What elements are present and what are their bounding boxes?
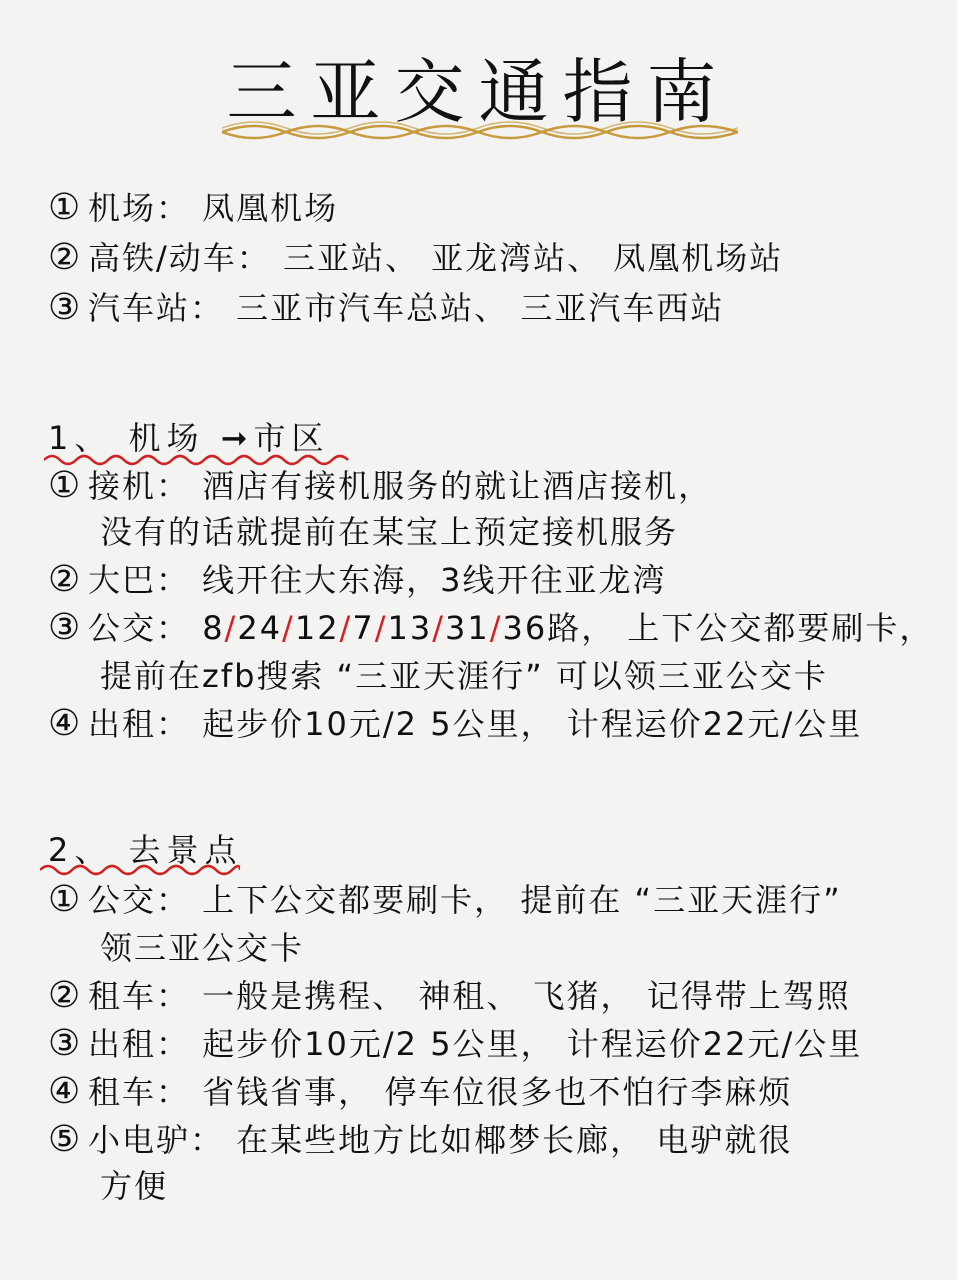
circled-number: ②: [48, 559, 83, 600]
circled-number: ③: [48, 287, 83, 328]
intro-item-bus-station: [48, 288, 724, 328]
section1-item-coach: [48, 560, 667, 600]
circled-number: ②: [48, 975, 83, 1016]
intro-text: 机场： 凤凰机场: [88, 189, 339, 227]
bus-route: 13: [387, 609, 433, 647]
item-text: 租车： 一般是携程、 神租、 飞猪， 记得带上驾照: [88, 977, 851, 1015]
circled-number: ④: [48, 1071, 83, 1112]
circled-number: ③: [48, 1023, 83, 1064]
circled-number: ①: [48, 187, 83, 228]
circled-number: ②: [48, 237, 83, 278]
intro-text: 汽车站： 三亚市汽车总站、 三亚汽车西站: [88, 289, 725, 327]
item-text: 大巴： 线开往大东海，3线开往亚龙湾: [88, 561, 667, 599]
intro-text: 高铁/动车： 三亚站、 亚龙湾站、 凤凰机场站: [88, 239, 784, 277]
bus-route: 31: [444, 609, 490, 647]
circled-number: ④: [48, 703, 83, 744]
section2-item-ebike-continued: 方便: [100, 1167, 169, 1205]
title-wave-decoration: [222, 118, 738, 158]
item-text: 出租： 起步价10元/2 5公里， 计程运价22元/公里: [88, 1025, 863, 1063]
circled-number: ①: [48, 465, 83, 506]
item-text: 接机： 酒店有接机服务的就让酒店接机，: [88, 467, 713, 505]
item-label: 公交：: [88, 609, 203, 647]
section2-item-car-rental-benefits: [48, 1072, 792, 1112]
page-title: 三亚交通指南: [226, 51, 731, 133]
section2-item-car-rental: [48, 976, 851, 1016]
circled-number: ⑤: [48, 1119, 83, 1160]
bus-route: 8: [202, 609, 225, 647]
section2-item-taxi: [48, 1024, 862, 1064]
route-separator: /: [282, 609, 295, 647]
section1-item-bus: [48, 608, 933, 648]
section2-heading: 2、 去景点: [48, 831, 243, 869]
section2-heading-underline: [40, 862, 240, 878]
circled-number: ①: [48, 879, 83, 920]
intro-item-rail: [48, 238, 783, 278]
item-text: ， 上下公交都要刷卡，: [581, 609, 934, 647]
section2-item-bus: [48, 880, 842, 920]
item-text: 公交： 上下公交都要刷卡， 提前在 “三亚天涯行”: [88, 881, 842, 919]
bus-route: 24: [237, 609, 283, 647]
section1-heading: 1、 机场 ➞市区: [48, 419, 330, 457]
section1-item-taxi: [48, 704, 862, 744]
section1-item-pickup-continued: 没有的话就提前在某宝上预定接机服务: [100, 513, 679, 551]
bus-route: 7: [352, 609, 375, 647]
route-separator: /: [432, 609, 445, 647]
section1-item-pickup: [48, 466, 712, 506]
route-separator: /: [339, 609, 353, 647]
item-text: 租车： 省钱省事， 停车位很多也不怕行李麻烦: [88, 1073, 793, 1111]
route-separator: /: [374, 609, 388, 647]
circled-number: ③: [48, 607, 83, 648]
section1-item-bus-continued: 提前在zfb搜索 “三亚天涯行” 可以领三亚公交卡: [100, 657, 828, 695]
intro-item-airport: [48, 188, 338, 228]
item-text: 小电驴： 在某些地方比如椰梦长廊， 电驴就很: [88, 1121, 793, 1159]
section2-item-bus-continued: 领三亚公交卡: [100, 929, 305, 967]
route-separator: /: [489, 609, 503, 647]
item-text: 出租： 起步价10元/2 5公里， 计程运价22元/公里: [88, 705, 863, 743]
bus-route: 12: [294, 609, 340, 647]
bus-route: 36路: [502, 609, 582, 647]
section2-item-ebike: [48, 1120, 792, 1160]
route-separator: /: [224, 609, 238, 647]
